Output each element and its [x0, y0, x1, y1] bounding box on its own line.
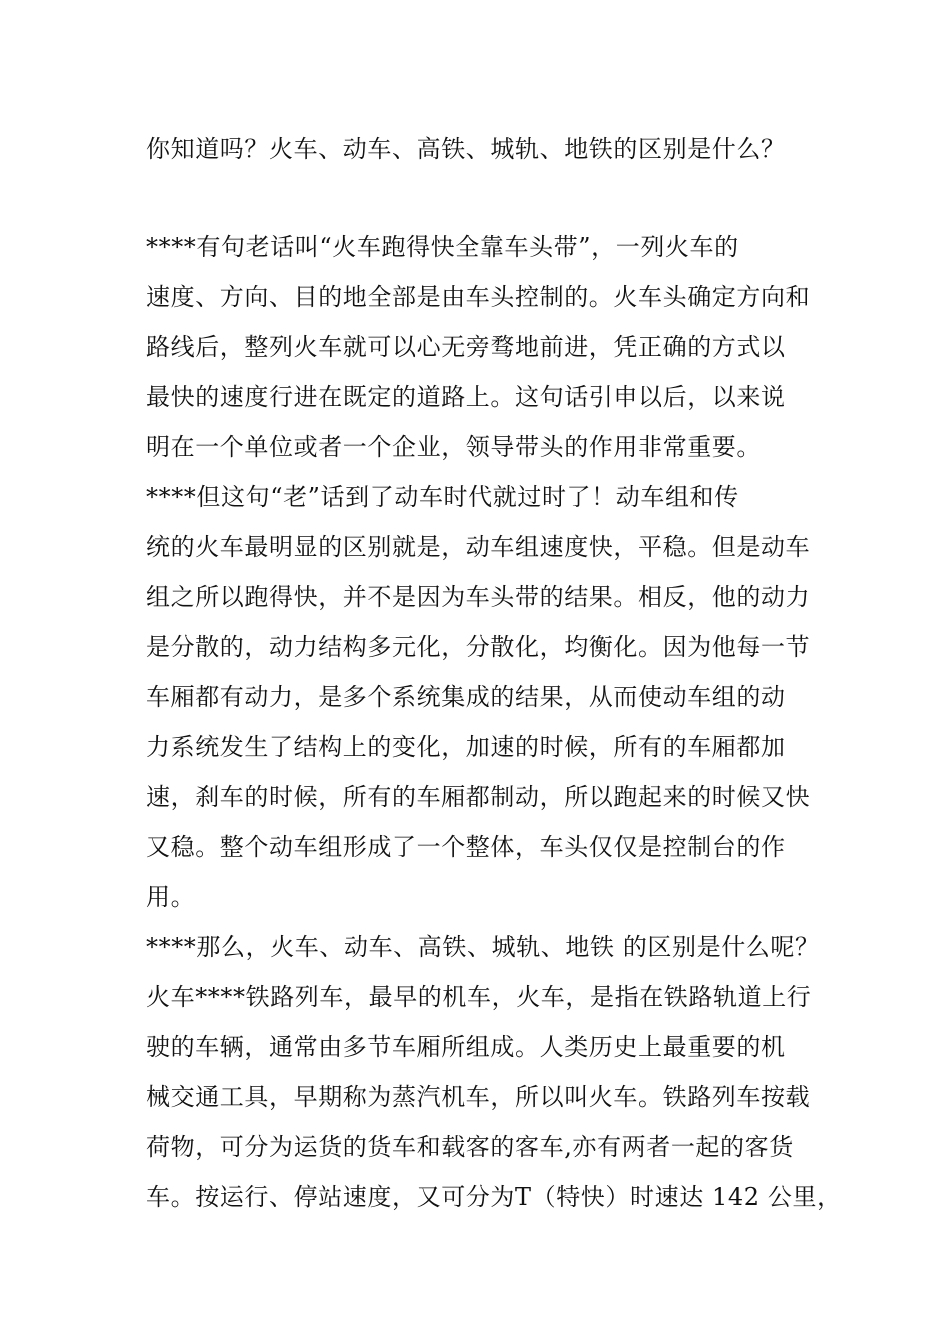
text-line: 速度、方向、目的地全部是由车头控制的。火车头确定方向和 [146, 283, 811, 311]
text-line: 路线后，整列火车就可以心无旁骛地前进，凭正确的方式以 [146, 333, 786, 361]
text-line: 明在一个单位或者一个企业，领导带头的作用非常重要。 [146, 433, 761, 461]
text-line: 火车****铁路列车，最早的机车，火车，是指在铁路轨道上行 [146, 983, 812, 1011]
text-line: ****那么，火车、动车、高铁、城轨、地铁 的区别是什么呢？ [146, 933, 820, 961]
text-line: ****有句老话叫“火车跑得快全靠车头带”，一列火车的 [146, 233, 739, 261]
text-line: 力系统发生了结构上的变化，加速的时候，所有的车厢都加 [146, 733, 786, 761]
text-line: 速，刹车的时候，所有的车厢都制动，所以跑起来的时候又快 [146, 783, 811, 811]
text-line: 统的火车最明显的区别就是，动车组速度快，平稳。但是动车 [146, 533, 811, 561]
text-line: 用。 [146, 883, 196, 911]
text-line: 械交通工具，早期称为蒸汽机车，所以叫火车。铁路列车按载 [146, 1083, 811, 1111]
text-line: 组之所以跑得快，并不是因为车头带的结果。相反，他的动力 [146, 583, 811, 611]
text-line: ****但这句“老”话到了动车时代就过时了！动车组和传 [146, 483, 739, 511]
text-line: 又稳。整个动车组形成了一个整体，车头仅仅是控制台的作 [146, 833, 786, 861]
text-line: 是分散的，动力结构多元化，分散化，均衡化。因为他每一节 [146, 633, 811, 661]
text-line: 最快的速度行进在既定的道路上。这句话引申以后，以来说 [146, 383, 786, 411]
document-title: 你知道吗？火车、动车、高铁、城轨、地铁的区别是什么？ [146, 135, 786, 163]
text-line: 车。按运行、停站速度，又可分为T（特快）时速达 142 公里， [146, 1183, 842, 1211]
text-line: 车厢都有动力，是多个系统集成的结果，从而使动车组的动 [146, 683, 786, 711]
text-line: 荷物，可分为运货的货车和载客的客车,亦有两者一起的客货 [146, 1133, 794, 1161]
text-line: 驶的车辆，通常由多节车厢所组成。人类历史上最重要的机 [146, 1033, 786, 1061]
